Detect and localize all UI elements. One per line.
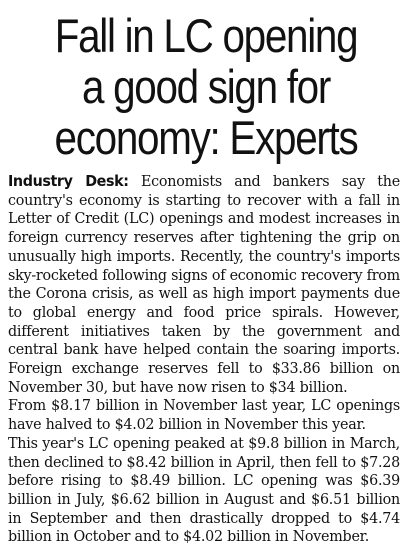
article-body [8,172,400,546]
byline: Industry Desk: [8,172,129,190]
paragraph-1-text: Economists and bankers say the country's economy is starting to recover with a fall in Letter of Credit (LC) openings and modest increases in foreign currency reserves after tightening the grip on unusually high imports. Recently, the country's imports sky-rocketed following signs of economic recovery from the Corona crisis, as well as high import payments due to global energy and food price spirals. However, different initiatives taken by the government and central bank have helped contain the soaring imports. Foreign exchange reserves fell to $33.86 billion on November 30, but have now risen to $34 billion. [8,172,400,396]
paragraph-3: This year's LC opening peaked at $9.8 billion in March, then declined to $8.42 billion in April, then fell to $7.28 before rising to $8.49 billion. LC opening was $6.39 billion in July, $6.62 billion in August and $6.51 billion in September and then drastically dropped to $4.74 billion in October and to $4.02 billion in November. [8,433,400,546]
headline [29,10,383,163]
paragraph-1 [8,172,400,396]
headline-line-1: Fall in LC opening [54,9,358,62]
headline-line-3: economy: Experts [54,111,358,164]
headline-line-2: a good sign for [81,60,331,113]
paragraph-2: From $8.17 billion in November last year, LC openings have halved to $4.02 billion in November this year. [8,396,400,434]
